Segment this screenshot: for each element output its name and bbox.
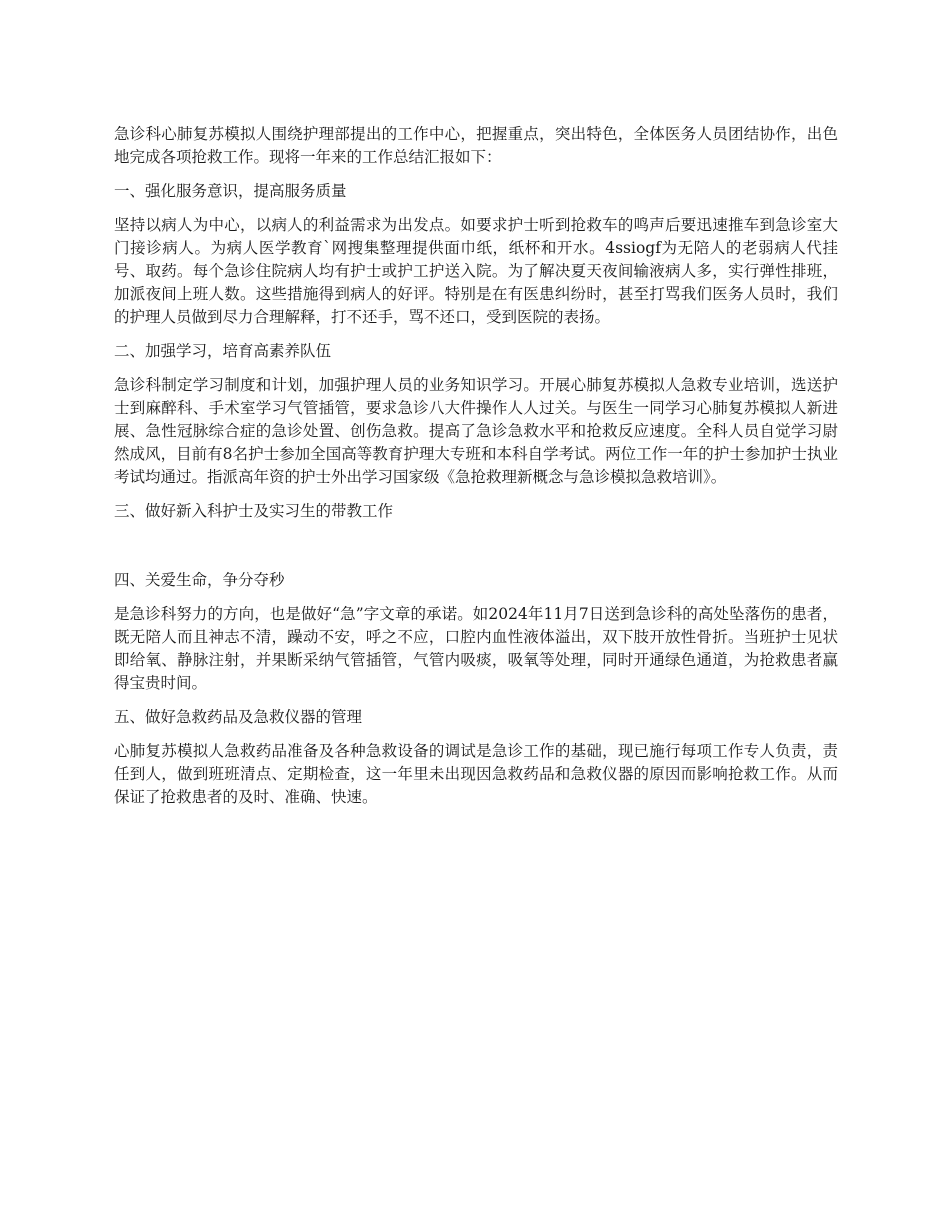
intro-paragraph: 急诊科心肺复苏模拟人围绕护理部提出的工作中心，把握重点，突出特色，全体医务人员团结协作，出色地完成各项抢救工作。现将一年来的工作总结汇报如下： [114, 125, 838, 166]
document-body [114, 123, 838, 820]
section-body-5: 心肺复苏模拟人急救药品准备及各种急救设备的调试是急诊工作的基础，现已施行每项工作专人负责，责任到人，做到班班清点、定期检查，这一年里未出现因急救药品和急救仪器的原因而影响抢救工作。从而保证了抢救患者的及时、准确、快速。 [114, 742, 838, 806]
section-body-1: 坚持以病人为中心，以病人的利益需求为出发点。如要求护士听到抢救车的鸣声后要迅速推车到急诊室大门接诊病人。为病人医学教育`网搜集整理提供面巾纸，纸杯和开水。4ssiogf为无陪人的老弱病人代挂号、取药。每个急诊住院病人均有护士或护工护送入院。为了解决夏天夜间输液病人多，实行弹性排班，加派夜间上班人数。这些措施得到病人的好评。特别是在有医患纠纷时，甚至打骂我们医务人员时，我们的护理人员做到尽力合理解释，打不还手，骂不还口，受到医院的表扬。 [114, 216, 838, 326]
section-body-4: 是急诊科努力的方向，也是做好“急”字文章的承诺。如2024年11月7日送到急诊科的高处坠落伤的患者，既无陪人而且神志不清，躁动不安，呼之不应，口腔内血性液体溢出，双下肢开放性骨折。当班护士见状即给氧、静脉注射，并果断采纳气管插管，气管内吸痰，吸氧等处理，同时开通绿色通道，为抢救患者赢得宝贵时间。 [114, 605, 838, 692]
section-body-2: 急诊科制定学习制度和计划，加强护理人员的业务知识学习。开展心肺复苏模拟人急救专业培训，选送护士到麻醉科、手术室学习气管插管，要求急诊八大件操作人人过关。与医生一同学习心肺复苏模拟人新进展、急性冠脉综合症的急诊处置、创伤急救。提高了急诊急救水平和抢救反应速度。全科人员自觉学习尉然成风，目前有8名护士参加全国高等教育护理大专班和本科自学考试。两位工作一年的护士参加护士执业考试均通过。指派高年资的护士外出学习国家级《急抢救理新概念与急诊模拟急救培训》。 [114, 376, 838, 486]
section-heading-5: 五、做好急救药品及急救仪器的管理 [114, 708, 363, 726]
section-heading-2: 二、加强学习，培育高素养队伍 [114, 342, 332, 360]
section-heading-1: 一、强化服务意识，提高服务质量 [114, 182, 347, 200]
section-heading-3: 三、做好新入科护士及实习生的带教工作 [114, 502, 394, 520]
section-heading-4: 四、关爱生命，争分夺秒 [114, 571, 285, 589]
